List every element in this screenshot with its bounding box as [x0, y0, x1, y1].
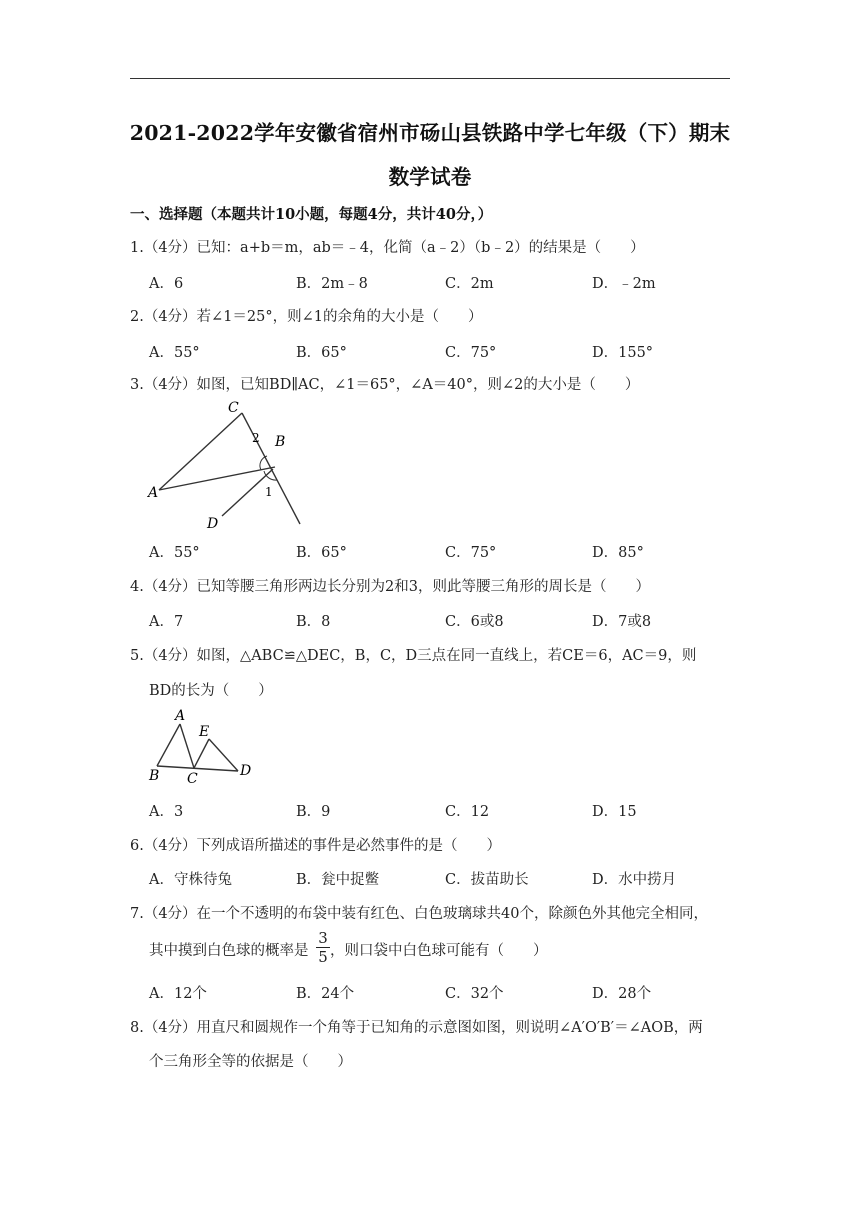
line-ac [159, 413, 242, 490]
question-5-figure [140, 706, 270, 786]
label-angle-2: 2 [252, 431, 260, 445]
question-2-stem: 2.（4分）若∠1＝25°，则∠1的余角的大小是（ ） [130, 309, 483, 325]
line-ce [194, 739, 209, 768]
question-5-option-d: D．15 [592, 804, 637, 820]
question-7-option-b: B．24个 [296, 986, 355, 1002]
question-7-option-a: A．12个 [149, 986, 207, 1002]
question-3-stem: 3.（4分）如图，已知BD∥AC，∠1＝65°，∠A＝40°，则∠2的大小是（ ） [130, 377, 640, 393]
question-5-option-c: C．12 [445, 804, 490, 820]
line-ab [159, 467, 275, 490]
question-3-option-d: D．85° [592, 545, 644, 561]
question-6-stem: 6.（4分）下列成语所描述的事件是必然事件的是（ ） [130, 838, 502, 854]
label-e: E [199, 724, 210, 740]
label-d: D [207, 516, 219, 532]
question-5-stem-line1: 5.（4分）如图，△ABC≌△DEC，B，C，D三点在同一直线上，若CE＝6，AC＝9，则 [130, 648, 697, 664]
header-rule [130, 78, 730, 79]
page-title-line1: 2021-2022学年安徽省宿州市砀山县铁路中学七年级（下）期末 [129, 121, 731, 145]
question-4-option-a: A．7 [149, 614, 184, 630]
question-7-stem-line1: 7.（4分）在一个不透明的布袋中装有红色、白色玻璃球共40个，除颜色外其他完全相同， [130, 906, 709, 922]
question-5-option-a: A．3 [149, 804, 184, 820]
question-1-stem: 1.（4分）已知：a+b＝m，ab＝﹣4，化简（a﹣2）（b﹣2）的结果是（ ） [130, 240, 645, 256]
question-7-option-c: C．32个 [445, 986, 504, 1002]
question-5-stem-line2: BD的长为（ ） [149, 683, 273, 699]
question-4-option-b: B．8 [296, 614, 331, 630]
fraction-numerator: 3 [318, 929, 328, 947]
question-7-option-d: D．28个 [592, 986, 652, 1002]
label-c: C [228, 400, 239, 416]
label-b: B [275, 434, 286, 450]
line-ed [209, 739, 238, 771]
question-1-option-d: D．﹣2m [592, 276, 656, 292]
line-ac [180, 724, 194, 768]
question-7-stem-line2b: ，则口袋中白色球可能有（ ） [330, 943, 548, 959]
question-8-stem-line1: 8.（4分）用直尺和圆规作一个角等于已知角的示意图如图，则说明∠A′O′B′＝∠AOB，两 [130, 1020, 703, 1036]
question-7-fraction [316, 930, 330, 965]
section-heading: 一、选择题（本题共计10小题，每题4分，共计40分，） [130, 206, 493, 223]
question-3-option-a: A．55° [149, 545, 200, 561]
page-title-line2: 数学试卷 [388, 165, 472, 189]
question-2-option-a: A．55° [149, 345, 200, 361]
question-8-stem-line2: 个三角形全等的依据是（ ） [149, 1054, 352, 1070]
question-6-option-c: C．拔苗助长 [445, 872, 529, 888]
question-4-option-c: C．6或8 [445, 614, 504, 630]
question-3-option-c: C．75° [445, 545, 497, 561]
question-2-option-b: B．65° [296, 345, 347, 361]
question-6-option-d: D．水中捞月 [592, 872, 677, 888]
question-2-option-c: C．75° [445, 345, 497, 361]
fraction-denominator: 5 [318, 948, 328, 966]
label-angle-1: 1 [265, 485, 273, 499]
question-3-option-b: B．65° [296, 545, 347, 561]
question-4-stem: 4.（4分）已知等腰三角形两边长分别为2和3，则此等腰三角形的周长是（ ） [130, 579, 651, 595]
label-b: B [149, 768, 160, 784]
label-c: C [187, 771, 198, 786]
question-1-option-c: C．2m [445, 276, 494, 292]
question-5-option-b: B．9 [296, 804, 331, 820]
question-1-option-b: B．2m﹣8 [296, 276, 368, 292]
question-2-option-d: D．155° [592, 345, 654, 361]
question-6-option-b: B．瓮中捉鳖 [296, 872, 380, 888]
line-ba [157, 724, 180, 766]
question-1-option-a: A．6 [149, 276, 184, 292]
question-3-figure [140, 398, 320, 538]
question-4-option-d: D．7或8 [592, 614, 652, 630]
question-7-stem-line2a: 其中摸到白色球的概率是 [149, 943, 309, 959]
label-a: A [148, 485, 159, 501]
question-6-option-a: A．守株待兔 [149, 872, 232, 888]
label-a: A [175, 708, 186, 724]
label-d: D [240, 763, 252, 779]
